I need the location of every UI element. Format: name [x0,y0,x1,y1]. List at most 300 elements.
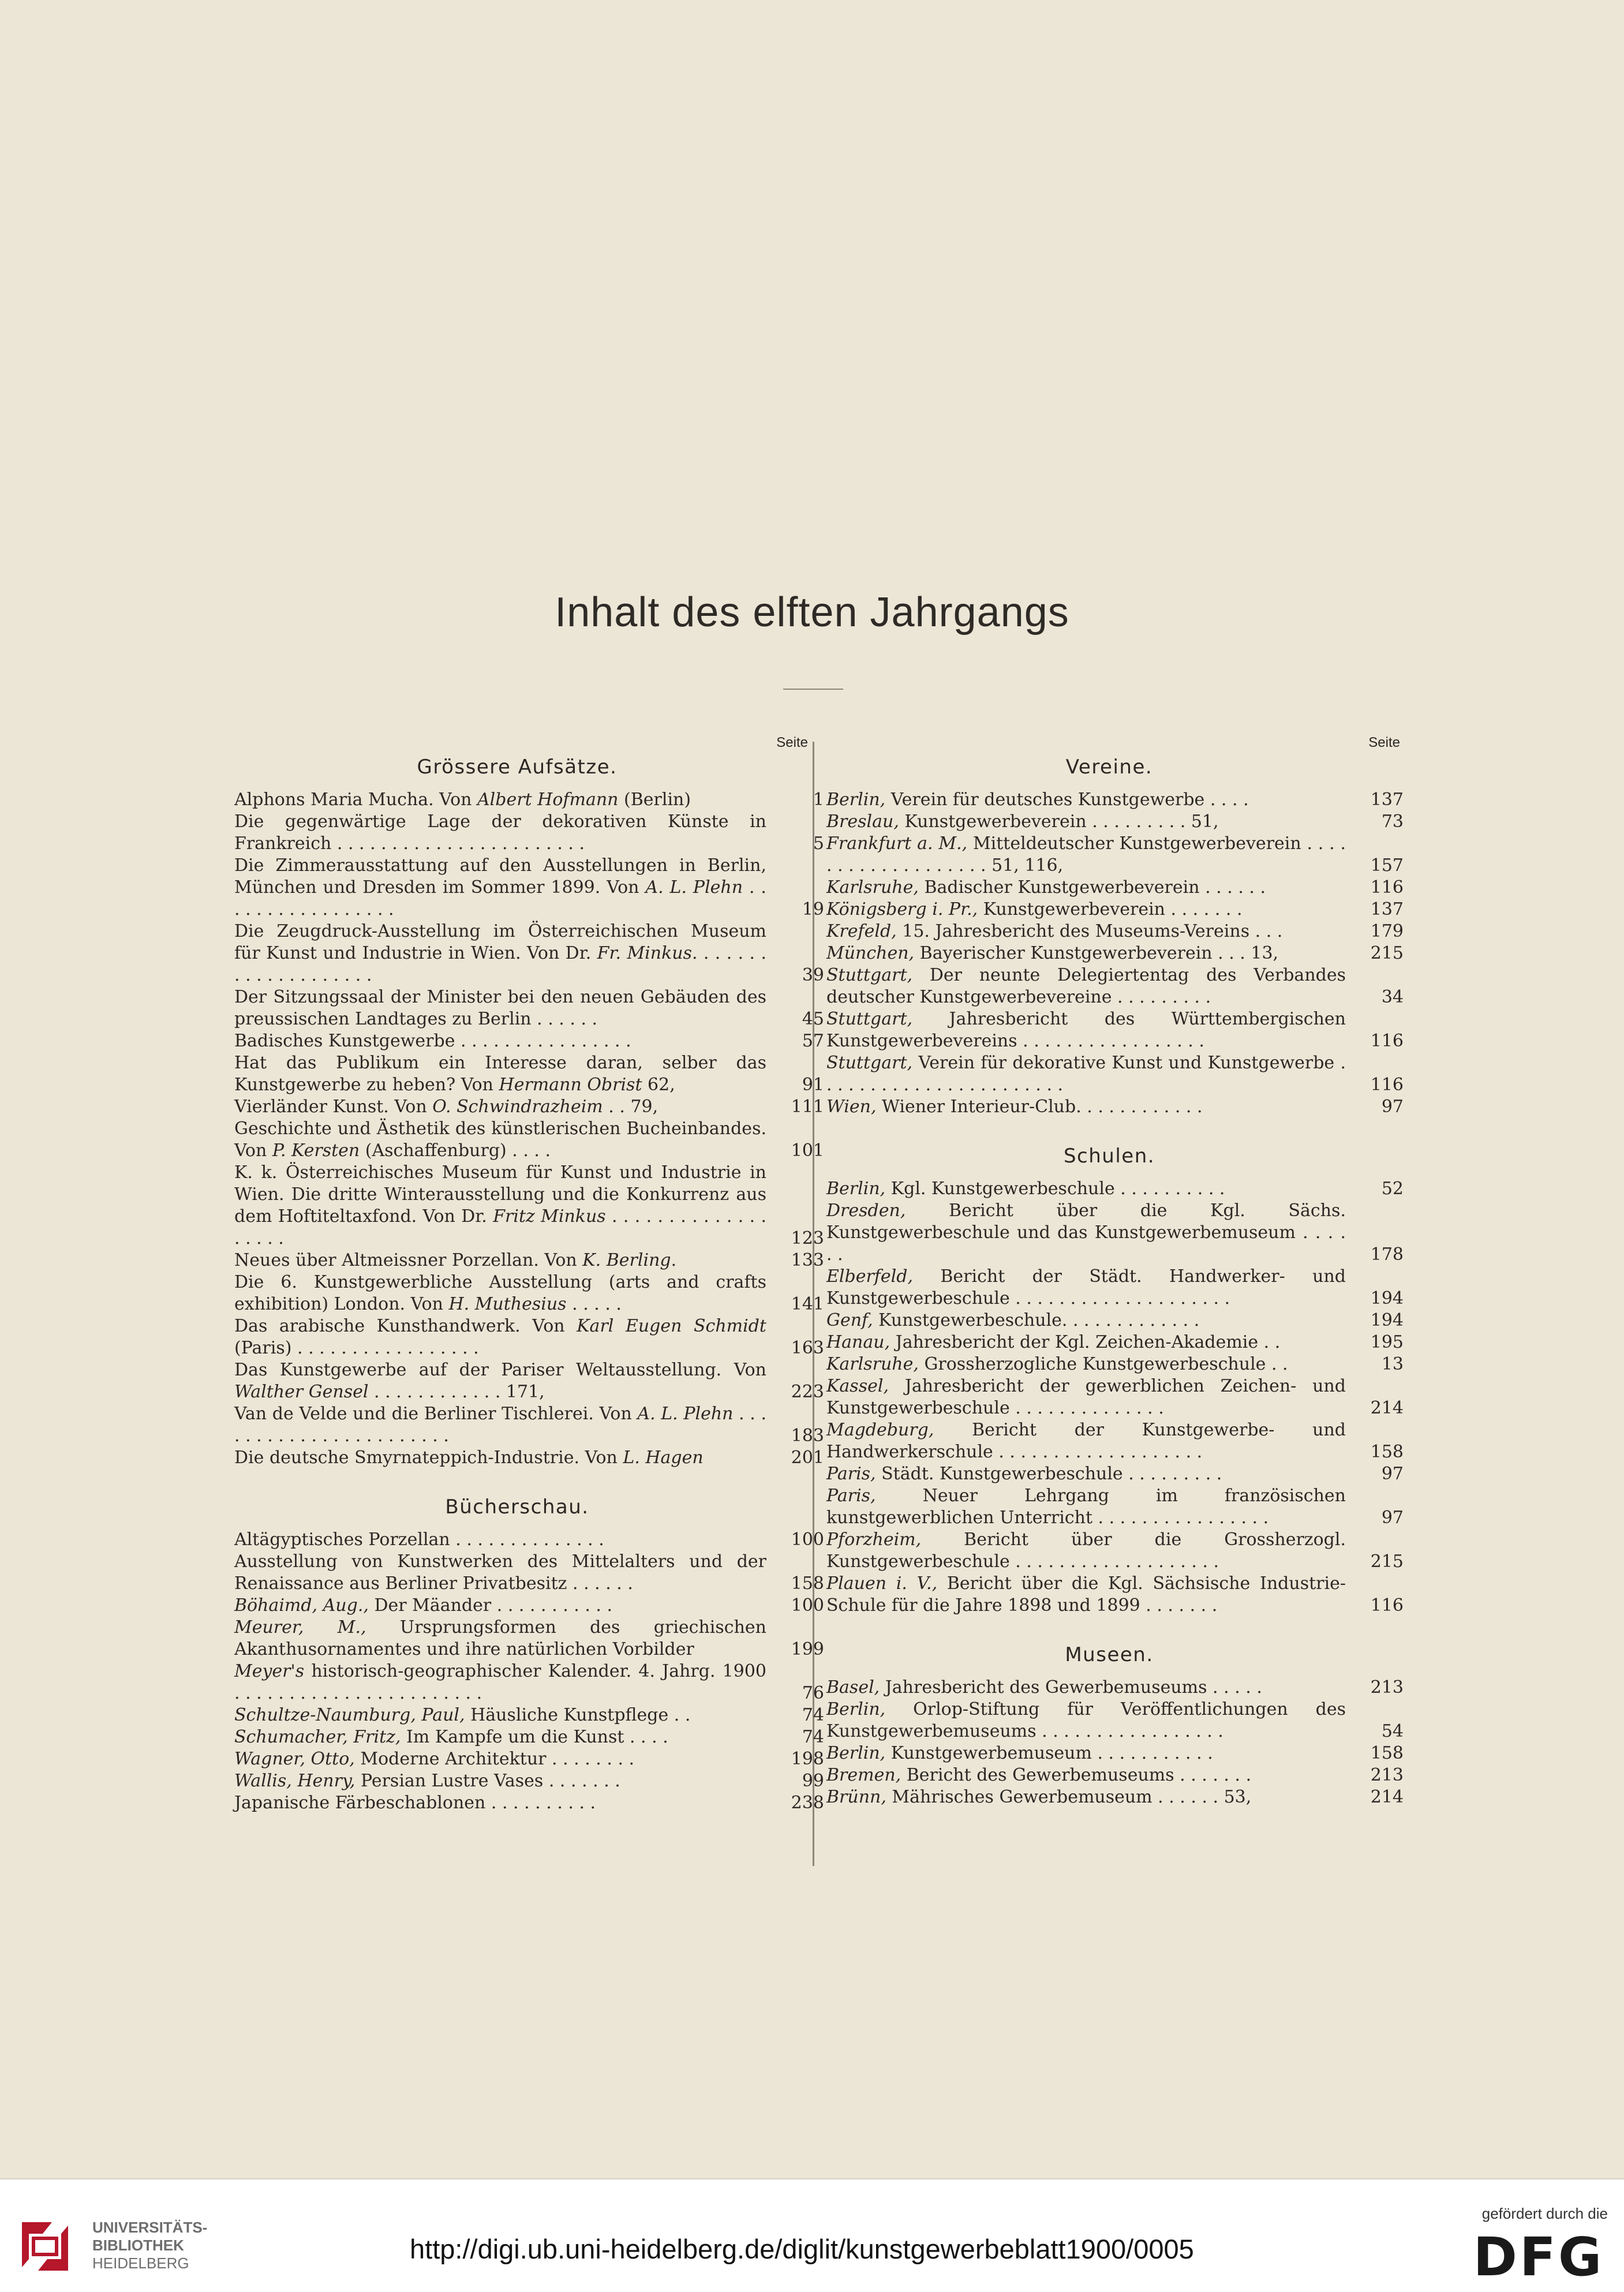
entry-author: Berlin, [826,1699,886,1719]
entry-text [234,1726,766,1748]
toc-entry [826,943,1404,964]
entry-rest: (Berlin) [618,790,691,810]
entry-author: Paris, [826,1486,876,1506]
entry-author: Brünn, [826,1787,886,1807]
entry-page-number: 100 [791,1595,824,1616]
entry-rest: historisch-geographischer Kalender. 4. Jahrg. 1900 . . . . . . . . . . . . . . . . . . . . . . . [234,1661,766,1703]
toc-entry [234,921,824,986]
entry-rest: (Aschaffenburg) . . . . [360,1141,551,1161]
entry-page-number: 100 [791,1530,824,1550]
entry-page-number: 54 [1381,1721,1404,1741]
entry-text [826,921,1346,943]
entry-page-number: 215 [1370,1551,1404,1572]
entry-page-number: 199 [791,1639,824,1659]
entry-rest: Bericht über die Kgl. Sächsische Industrie-Schule für die Jahre 1898 und 1899 . . . . . . . [826,1573,1346,1616]
entry-text [234,1770,766,1792]
entry-rest: 62, [642,1075,675,1095]
entry-page-number: 74 [802,1727,824,1747]
entry-author: Stuttgart, [826,1053,913,1073]
entry-lead: Altägyptisches Porzellan . . . . . . . . . . . . . . [234,1530,604,1550]
entry-author: Basel, [826,1677,880,1697]
entry-rest: Ursprungsformen des griechischen Akanthusornamentes und ihre natürlichen Vorbilder [234,1617,766,1659]
toc-entry [826,1008,1404,1052]
entry-text [826,1096,1346,1118]
entry-page-number: 111 [791,1097,824,1117]
toc-entry [826,789,1404,811]
entry-text [826,1052,1346,1096]
entry-page-number: 116 [1370,877,1404,898]
entry-text [234,986,766,1030]
entry-rest: . . . . . . . . . . . . . . . . . . . [234,1206,767,1248]
entry-rest: Bericht der Städt. Handwerker- und Kunstgewerbeschule . . . . . . . . . . . . . . . . . . . . [826,1266,1346,1308]
entry-page-number: 45 [802,1009,824,1029]
entry-lead: Der Sitzungssaal der Minister bei den neuen Gebäuden des preussischen Landtages zu Berlin . . . . . . [234,987,766,1029]
toc-entry [234,1551,824,1595]
entry-page-number: 158 [1370,1442,1404,1462]
toc-entry [234,811,824,855]
toc-entry [826,1375,1404,1419]
entry-page-number: 116 [1370,1075,1404,1095]
entry-author: Fr. Minkus [597,943,692,963]
entry-author: Meurer, M., [234,1617,366,1637]
toc-section [234,752,824,1469]
toc-entry [234,1052,824,1096]
entry-rest: (Paris) . . . . . . . . . . . . . . . . . [234,1338,479,1358]
toc-entry [826,1677,1404,1699]
entry-rest: Bericht über die Grossherzogl. Kunstgewerbeschule . . . . . . . . . . . . . . . . . . . [826,1530,1346,1572]
entry-page-number: 198 [791,1749,824,1769]
toc-entry [826,1743,1404,1764]
dfg-logo-icon [1469,2230,1608,2282]
entry-text [234,921,766,986]
entry-text [234,1315,766,1359]
digitization-footer [0,2178,1624,2292]
toc-entry [826,921,1404,943]
toc-entry [826,1310,1404,1332]
entry-text [826,1310,1346,1332]
entry-author: Böhaimd, Aug., [234,1595,369,1616]
entry-page-number: 223 [791,1382,824,1402]
entry-rest: Bericht über die Kgl. Sächs. Kunstgewerbeschule und das Kunstgewerbemuseum . . . . . . [826,1201,1346,1265]
entry-author: Wagner, Otto, [234,1749,355,1769]
entry-author: A. L. Plehn [645,877,743,898]
entry-author: Karlsruhe, [826,877,919,898]
entry-author: Elberfeld, [826,1266,913,1287]
entry-author: München, [826,943,915,963]
entry-author: Pforzheim, [826,1530,922,1550]
entry-text [826,811,1346,833]
entry-page-number: 76 [802,1683,824,1703]
entry-page-number: 214 [1370,1398,1404,1418]
entry-lead: Hat das Publikum ein Interesse daran, selber das Kunstgewerbe zu heben? Von [234,1053,766,1095]
entry-page-number: 101 [791,1141,824,1161]
entry-page-number: 123 [791,1228,824,1248]
entry-page-number: 238 [791,1793,824,1813]
entry-text [826,1419,1346,1463]
entry-rest: Mitteldeutscher Kunstgewerbeverein . . . . . . . . . . . . . . . . . . . 51, 116, [826,833,1346,876]
entry-page-number: 158 [791,1573,824,1594]
entry-text [826,943,1346,964]
entry-text [826,1375,1346,1419]
entry-page-number: 57 [802,1031,824,1051]
entry-author: Plauen i. V., [826,1573,938,1594]
permalink-url[interactable]: http://digi.ub.uni-heidelberg.de/diglit/kunstgewerbeblatt1900/0005 [410,2234,1194,2264]
entry-text [234,1403,766,1447]
entry-author: Karl Eugen Schmidt [577,1316,766,1336]
entry-lead: Alphons Maria Mucha. Von [234,790,478,810]
entry-rest: . . . . . [566,1294,622,1314]
right-column [826,734,1404,1808]
left-column [234,734,824,1814]
entry-author: Hermann Obrist [499,1075,642,1095]
toc-section [826,1640,1404,1808]
entry-author: Frankfurt a. M., [826,833,968,854]
toc-section [234,1492,824,1814]
entry-page-number: 116 [1370,1031,1404,1051]
entry-page-number: 39 [802,965,824,985]
entry-page-number: 163 [791,1338,824,1358]
entry-lead: Das arabische Kunsthandwerk. Von [234,1316,577,1336]
entry-author: Berlin, [826,790,886,810]
toc-entry [826,1052,1404,1096]
page-title: Inhalt des elften Jahrgangs [555,589,1069,635]
ub-heidelberg-name [92,2219,207,2272]
entry-rest: Kunstgewerbemuseum . . . . . . . . . . . [885,1743,1213,1763]
entry-author: O. Schwindrazheim [432,1097,603,1117]
entry-text [826,1786,1346,1808]
entry-rest: Kunstgewerbeverein . . . . . . . . . 51, [899,812,1219,832]
entry-lead: Die 6. Kunstgewerbliche Ausstellung (arts and crafts exhibition) London. Von [234,1272,766,1314]
toc-entry [234,1030,824,1052]
entry-rest: . . . . . . . . . . . . 171, [368,1382,545,1402]
toc-section [826,1141,1404,1617]
ub-line-3: HEIDELBERG [92,2254,189,2272]
toc-entry [826,811,1404,833]
entry-author: Fritz Minkus [493,1206,606,1227]
entry-text [826,877,1346,899]
dfg-logo-text: DFG [1473,2230,1604,2282]
toc-entry [826,1529,1404,1573]
entry-author: Stuttgart, [826,965,913,985]
entry-text [234,1359,766,1403]
toc-entry [826,1485,1404,1529]
entry-text [234,855,766,921]
entry-text [826,1353,1346,1375]
title-rule [783,689,843,690]
entry-rest: Städt. Kunstgewerbeschule . . . . . . . . . [875,1464,1222,1484]
entry-rest: Jahresbericht des Gewerbemuseums . . . . . [880,1677,1262,1697]
entry-author: Magdeburg, [826,1420,934,1440]
entry-page-number: 213 [1370,1677,1404,1697]
entry-author: Krefeld, [826,921,897,941]
toc-entry [826,877,1404,899]
entry-page-number: 201 [791,1448,824,1468]
entry-rest: Im Kampfe um die Kunst . . . . [401,1727,668,1747]
entry-author: Berlin, [826,1179,886,1199]
toc-entry [234,1096,824,1118]
toc-entry [234,986,824,1030]
entry-author: Wallis, Henry, [234,1771,356,1791]
entry-rest: Neuer Lehrgang im französischen kunstgewerblichen Unterricht . . . . . . . . . . . . . . . . [826,1486,1346,1528]
entry-page-number: 195 [1370,1332,1404,1352]
entry-text [826,1677,1346,1699]
entry-lead: Die gegenwärtige Lage der dekorativen Künste in Frankreich . . . . . . . . . . . . . . . . . . . . . . . [234,812,766,854]
entry-lead: Vierländer Kunst. Von [234,1097,433,1117]
entry-rest: Moderne Architektur . . . . . . . . [354,1749,635,1769]
entry-text [826,1699,1346,1743]
entry-text [234,1617,766,1661]
entry-text [826,1266,1346,1310]
entry-author: K. Berling [582,1250,671,1270]
toc-entry [234,1726,824,1748]
entry-page-number: 91 [802,1075,824,1095]
toc-entry [826,1786,1404,1808]
entry-author: Wien, [826,1097,877,1117]
entry-rest: Orlop-Stiftung für Veröffentlichungen des Kunstgewerbemuseums . . . . . . . . . . . . . . . . . [826,1699,1346,1741]
entry-rest: . . 79, [603,1097,658,1117]
entry-page-number: 194 [1370,1310,1404,1330]
entry-text [826,1332,1346,1353]
toc-entry [826,964,1404,1008]
entry-rest: Bayerischer Kunstgewerbeverein . . . 13, [914,943,1279,963]
entry-lead: Japanische Färbeschablonen . . . . . . . . . . [234,1793,596,1813]
toc-entry [234,1770,824,1792]
ub-line-1: UNIVERSITÄTS- [92,2219,208,2236]
seite-label-left: Seite [776,735,808,750]
entry-text [826,899,1346,921]
section-heading: Bücherschau. [445,1495,589,1519]
entry-author: H. Muthesius [448,1294,567,1314]
entry-text [234,1052,766,1096]
entry-lead: Die Zimmerausstattung auf den Ausstellungen in Berlin, München und Dresden im Sommer 1899. Von [234,855,766,898]
entry-rest: 15. Jahresbericht des Museums-Vereins . . . [896,921,1283,941]
toc-entry [234,1359,824,1403]
entry-rest: Wiener Interieur-Club. . . . . . . . . . . . [876,1097,1203,1117]
entry-page-number: 214 [1370,1787,1404,1807]
entry-author: Berlin, [826,1743,886,1763]
entry-text [234,1250,766,1272]
entry-rest: Badischer Kunstgewerbeverein . . . . . . [918,877,1266,898]
entry-text [826,1529,1346,1573]
entry-lead: Geschichte und Ästhetik des künstlerischen Bucheinbandes. Von [234,1119,766,1161]
entry-page-number: 13 [1381,1354,1404,1374]
entry-author: Meyer's [234,1661,305,1681]
entry-page-number: 73 [1381,812,1404,832]
toc-entry [234,1704,824,1726]
entry-page-number: 1 [813,790,824,810]
entry-text [234,811,766,855]
toc-entry [234,1748,824,1770]
entry-rest: Jahresbericht der Kgl. Zeichen-Akademie . . [890,1332,1281,1352]
entry-text [234,1792,766,1814]
entry-page-number: 99 [802,1771,824,1791]
entry-page-number: 137 [1370,899,1404,919]
entry-author: Albert Hofmann [477,790,619,810]
entry-author: Bremen, [826,1765,901,1785]
entry-rest: Der Mäander . . . . . . . . . . . [368,1595,613,1616]
entry-text [234,1030,766,1052]
entry-text [234,1447,766,1469]
toc-entry [234,789,824,811]
entry-text [826,833,1346,877]
section-heading: Museen. [1065,1643,1154,1666]
entry-text [234,1704,766,1726]
entry-text [234,1529,766,1551]
entry-lead: Van de Velde und die Berliner Tischlerei. Von [234,1404,638,1424]
toc-entry [826,1463,1404,1485]
entry-lead: Die deutsche Smyrnateppich-Industrie. Von [234,1448,623,1468]
entry-text [234,1118,766,1162]
toc-entry [234,1447,824,1469]
entry-lead: Ausstellung von Kunstwerken des Mittelalters und der Renaissance aus Berliner Privatbesitz . . . . . . [234,1551,766,1594]
entry-text [826,1200,1346,1266]
entry-rest: Persian Lustre Vases . . . . . . . [355,1771,620,1791]
ub-line-2: BIBLIOTHEK [92,2237,184,2254]
entry-author: A. L. Plehn [637,1404,734,1424]
toc-entry [234,1617,824,1661]
toc-entry [234,1595,824,1617]
toc-entry [826,1699,1404,1743]
entry-rest: Jahresbericht des Württembergischen Kunstgewerbevereins . . . . . . . . . . . . . . . . . [826,1009,1346,1051]
entry-author: Paris, [826,1464,876,1484]
entry-page-number: 179 [1370,921,1404,941]
entry-rest: Kunstgewerbeschule. . . . . . . . . . . . . [873,1310,1200,1330]
entry-page-number: 157 [1370,855,1404,876]
entry-text [826,964,1346,1008]
entry-author: Hanau, [826,1332,890,1352]
entry-lead: Das Kunstgewerbe auf der Pariser Weltausstellung. Von [234,1360,766,1380]
toc-entry [234,1162,824,1250]
entry-rest: . . . . . . . . . . . . . . . . . . . . . . . [234,1404,766,1446]
entry-text [826,1764,1346,1786]
entry-page-number: 5 [813,833,824,854]
entry-author: Schultze-Naumburg, Paul, [234,1705,465,1725]
entry-lead: Die Zeugdruck-Ausstellung im Österreichischen Museum für Kunst und Industrie in Wien. Von Dr. [234,921,766,963]
entry-rest: Kunstgewerbeverein . . . . . . . [978,899,1243,919]
toc-entry [234,1118,824,1162]
entry-author: Königsberg i. Pr., [826,899,978,919]
ub-heidelberg-logo-icon [16,2218,74,2275]
toc-entry [826,1419,1404,1463]
entry-page-number: 215 [1370,943,1404,963]
entry-author: P. Kersten [272,1141,360,1161]
entry-text [234,1096,766,1118]
seite-label-right: Seite [1368,735,1400,750]
entry-text [234,1162,766,1250]
section-heading: Grössere Aufsätze. [417,756,618,779]
entry-text [234,1661,766,1704]
toc-entry [234,855,824,921]
entry-page-number: 19 [802,899,824,919]
entry-page-number: 133 [791,1250,824,1270]
entry-text [234,789,766,811]
entry-rest: . . . . . . . . . . . . . . . . . [234,877,766,919]
entry-page-number: 213 [1370,1765,1404,1785]
toc-entry [826,1266,1404,1310]
entry-rest: . . . . . . . . . . . . . . . . . . . . [234,943,766,985]
entry-rest: . [671,1250,677,1270]
toc-entry [826,833,1404,877]
entry-page-number: 158 [1370,1743,1404,1763]
entry-text [826,1463,1346,1485]
entry-rest: Der neunte Delegiertentag des Verbandes deutscher Kunstgewerbevereine . . . . . . . . . [826,965,1346,1007]
toc-entry [234,1529,824,1551]
toc-entry [826,1178,1404,1200]
section-heading: Schulen. [1063,1145,1155,1168]
entry-page-number: 97 [1381,1097,1404,1117]
toc-entry [826,1200,1404,1266]
sponsor-text: gefördert durch die [1481,2205,1608,2222]
toc-entry [234,1792,824,1814]
entry-rest: Verein für deutsches Kunstgewerbe . . . . [885,790,1249,810]
entry-author: Genf, [826,1310,873,1330]
toc-entry [234,1661,824,1704]
entry-rest: Verein für dekorative Kunst und Kunstgewerbe . . . . . . . . . . . . . . . . . . . . . . . [826,1053,1346,1095]
entry-rest: Bericht des Gewerbemuseums . . . . . . . [901,1765,1252,1785]
toc-entry [234,1403,824,1447]
entry-text [234,1551,766,1595]
toc-entry [234,1315,824,1359]
entry-page-number: 74 [802,1705,824,1725]
entry-page-number: 137 [1370,790,1404,810]
entry-rest: Kgl. Kunstgewerbeschule . . . . . . . . . . [885,1179,1225,1199]
entry-page-number: 52 [1381,1179,1404,1199]
toc-entry [826,899,1404,921]
entry-author: Kassel, [826,1376,889,1396]
entry-author: Schumacher, Fritz, [234,1727,401,1747]
entry-author: Stuttgart, [826,1009,913,1029]
entry-text [826,1178,1346,1200]
toc-entry [826,1573,1404,1617]
entry-page-number: 116 [1370,1595,1404,1616]
entry-text [826,1573,1346,1617]
entry-page-number: 97 [1381,1508,1404,1528]
toc-entry [826,1353,1404,1375]
entry-page-number: 34 [1381,987,1404,1007]
entry-text [234,1595,766,1617]
entry-text [234,1272,766,1315]
entry-author: Dresden, [826,1201,906,1221]
entry-text [826,789,1346,811]
entry-author: Karlsruhe, [826,1354,919,1374]
entry-rest: Bericht der Kunstgewerbe- und Handwerkerschule . . . . . . . . . . . . . . . . . . . [826,1420,1346,1462]
entry-text [826,1485,1346,1529]
entry-rest: Grossherzogliche Kunstgewerbeschule . . [918,1354,1288,1374]
entry-author: Walther Gensel [234,1382,369,1402]
entry-text [234,1748,766,1770]
entry-lead: K. k. Österreichisches Museum für Kunst und Industrie in Wien. Die dritte Winterausstellung und die Konkurrenz aus dem Hoftiteltaxfond. Von Dr. [234,1162,766,1227]
section-heading: Vereine. [1065,756,1153,779]
entry-page-number: 97 [1381,1464,1404,1484]
entry-lead: Neues über Altmeissner Porzellan. Von [234,1250,583,1270]
entry-page-number: 178 [1370,1244,1404,1265]
entry-lead: Badisches Kunstgewerbe . . . . . . . . . . . . . . . . [234,1031,631,1051]
toc-entry [826,1332,1404,1353]
toc-entry [234,1250,824,1272]
entry-rest: Jahresbericht der gewerblichen Zeichen- und Kunstgewerbeschule . . . . . . . . . . . . . . [826,1376,1346,1418]
toc-section [826,752,1404,1118]
entry-page-number: 194 [1370,1288,1404,1308]
toc-entry [234,1272,824,1315]
entry-page-number: 183 [791,1426,824,1446]
entry-text [826,1008,1346,1052]
entry-rest: Häusliche Kunstpflege . . [465,1705,691,1725]
entry-author: Breslau, [826,812,899,832]
toc-entry [826,1096,1404,1118]
toc-entry [826,1764,1404,1786]
entry-page-number: 141 [791,1294,824,1314]
entry-text [826,1743,1346,1764]
